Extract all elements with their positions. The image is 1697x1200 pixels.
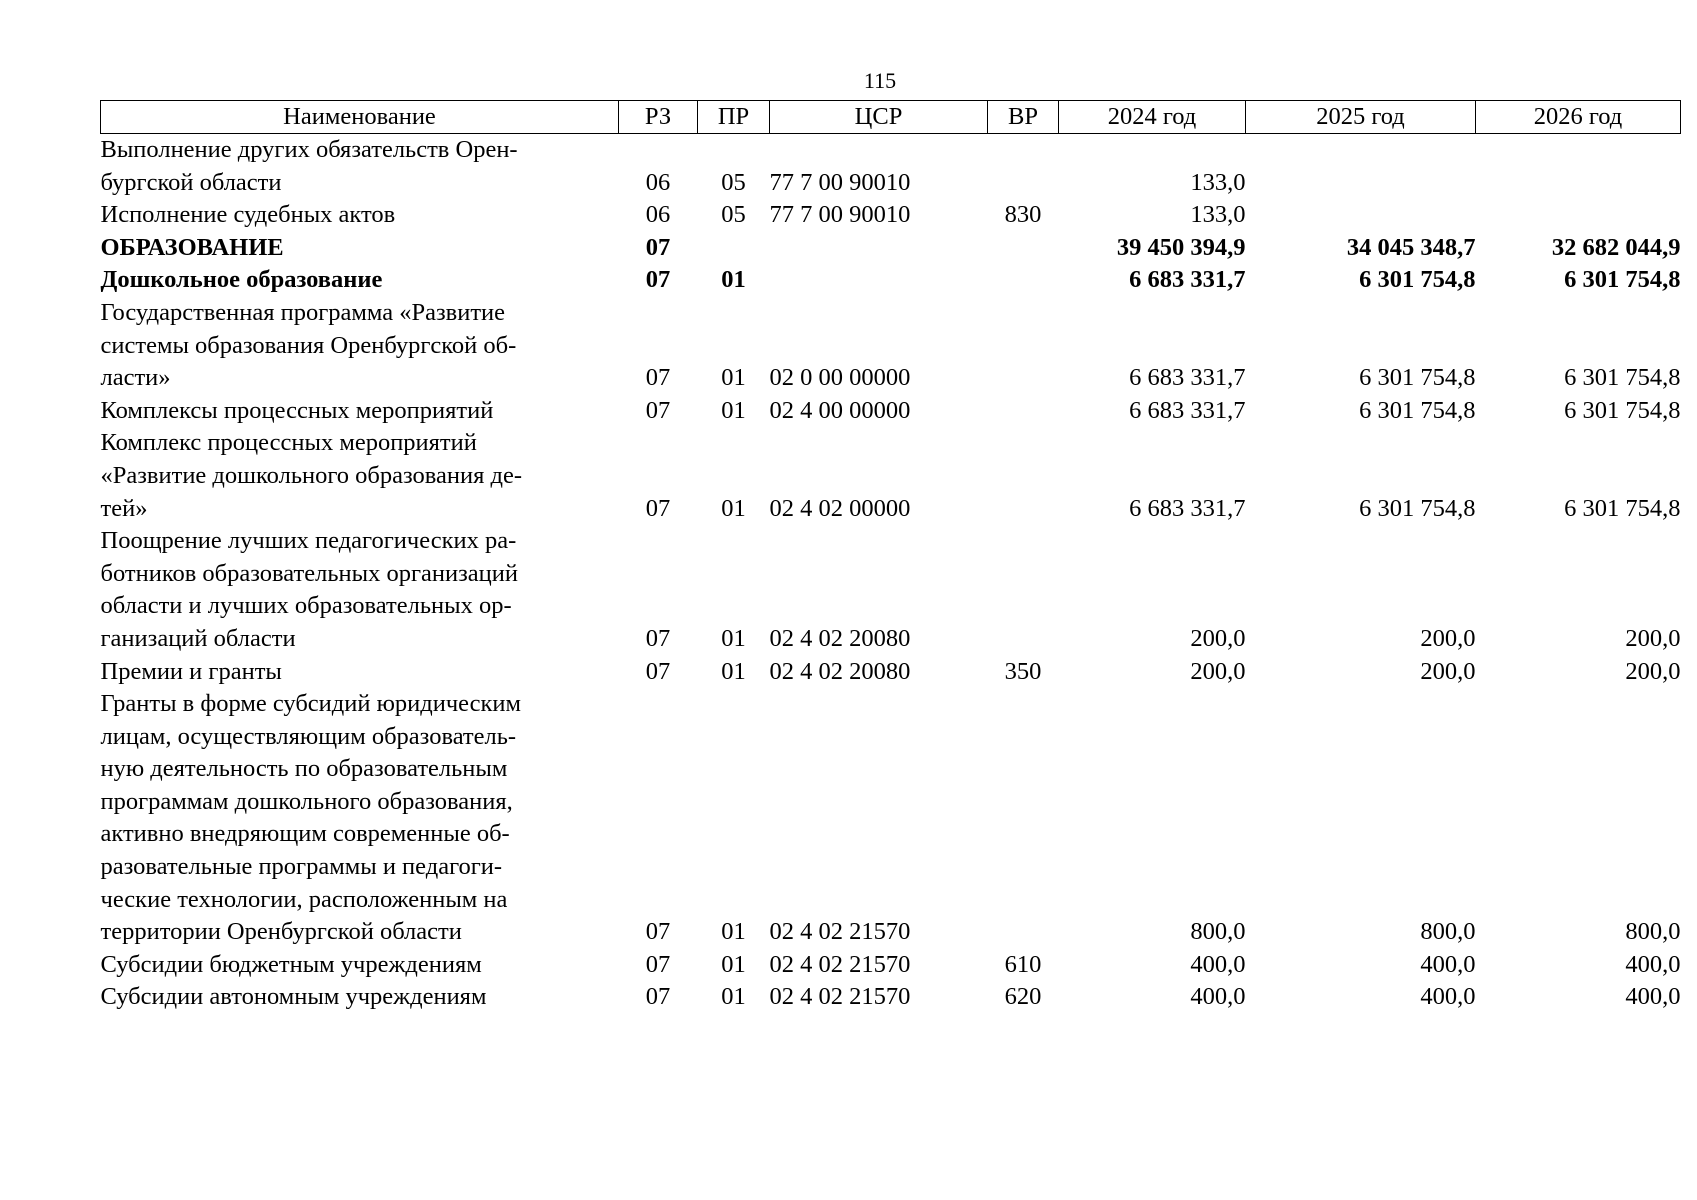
cell-2026: 400,0 [1625, 983, 1681, 1011]
cell-pr: 01 [721, 950, 746, 978]
name-line: лицам, осуществляющим образователь- [100, 722, 517, 750]
header-vr: ВР [988, 101, 1059, 134]
cell-vr: 610 [1004, 950, 1042, 978]
name-line: Премии и гранты [100, 657, 282, 685]
cell-vr [988, 525, 1059, 655]
table-row [101, 134, 1681, 200]
table-row [101, 199, 1681, 232]
cell-2024: 200,0 [1190, 657, 1246, 685]
cell-2025: 34 045 348,7 [1346, 233, 1476, 261]
cell-2025: 6 301 754,8 [1359, 364, 1476, 392]
table-row [101, 688, 1681, 949]
header-rz: РЗ [619, 101, 698, 134]
cell-rz: 07 [645, 494, 671, 522]
cell-2024: 400,0 [1190, 983, 1246, 1011]
name-line: программам дошкольного образования, [100, 787, 513, 815]
cell-name [101, 264, 619, 297]
cell-2025: 200,0 [1420, 657, 1476, 685]
cell-csr: 02 4 02 21570 [769, 983, 911, 1011]
cell-pr: 01 [721, 657, 746, 685]
name-line: Исполнение судебных актов [100, 201, 396, 229]
name-line: Дошкольное образование [100, 266, 383, 294]
cell-2026: 6 301 754,8 [1564, 396, 1681, 424]
cell-2025 [1246, 199, 1476, 232]
cell-pr: 05 [721, 201, 746, 229]
header-2025: 2025 год [1246, 101, 1476, 134]
cell-2026: 32 682 044,9 [1551, 233, 1681, 261]
cell-name [101, 427, 619, 525]
cell-2025 [1246, 134, 1476, 200]
name-line: «Развитие дошкольного образования де- [100, 461, 523, 489]
cell-rz: 07 [645, 233, 671, 261]
table-header-row [101, 101, 1681, 134]
name-line: ческие технологии, расположенным на [100, 885, 508, 913]
cell-csr [770, 232, 988, 265]
header-2024: 2024 год [1059, 101, 1246, 134]
cell-rz: 06 [645, 201, 671, 229]
cell-vr: 830 [1004, 201, 1042, 229]
name-line: Поощрение лучших педагогических ра- [100, 527, 517, 555]
cell-name [101, 688, 619, 949]
name-line: ганизаций области [100, 624, 296, 652]
cell-vr [988, 297, 1059, 395]
cell-2026 [1476, 134, 1681, 200]
cell-2026: 200,0 [1625, 624, 1681, 652]
name-line: ную деятельность по образовательным [100, 755, 508, 783]
cell-name [101, 981, 619, 1014]
name-line: области и лучших образовательных ор- [100, 592, 512, 620]
cell-vr [988, 395, 1059, 428]
name-line: Субсидии бюджетным учреждениям [100, 950, 482, 978]
cell-pr: 01 [721, 624, 746, 652]
cell-csr: 02 4 02 00000 [769, 494, 911, 522]
table-row [101, 395, 1681, 428]
cell-csr: 02 4 02 20080 [769, 624, 911, 652]
table-row [101, 981, 1681, 1014]
cell-2026: 6 301 754,8 [1564, 494, 1681, 522]
cell-rz: 07 [645, 266, 671, 294]
cell-2026: 6 301 754,8 [1564, 266, 1681, 294]
table-row [101, 525, 1681, 655]
cell-vr [988, 688, 1059, 949]
cell-2024: 133,0 [1190, 168, 1246, 196]
header-2026: 2026 год [1476, 101, 1681, 134]
cell-csr: 02 4 02 20080 [769, 657, 911, 685]
cell-vr [988, 232, 1059, 265]
cell-2026 [1476, 199, 1681, 232]
cell-2024: 6 683 331,7 [1129, 494, 1246, 522]
cell-name [101, 232, 619, 265]
name-line: Государственная программа «Развитие [100, 298, 506, 326]
name-line: Выполнение других обязательств Орен- [100, 136, 518, 163]
cell-2024: 133,0 [1190, 201, 1246, 229]
name-line: территории Оренбургской области [100, 918, 462, 946]
name-line: Комплексы процессных мероприятий [100, 396, 494, 424]
cell-pr: 01 [721, 364, 746, 392]
cell-2024: 6 683 331,7 [1129, 266, 1246, 294]
cell-rz: 07 [645, 364, 671, 392]
cell-vr [988, 427, 1059, 525]
cell-2025: 800,0 [1420, 918, 1476, 946]
cell-csr: 02 4 02 21570 [769, 918, 911, 946]
cell-name [101, 199, 619, 232]
cell-2024: 200,0 [1190, 624, 1246, 652]
cell-pr: 01 [721, 918, 746, 946]
cell-2026: 800,0 [1625, 918, 1681, 946]
cell-name [101, 297, 619, 395]
table-row [101, 656, 1681, 689]
cell-rz: 07 [645, 983, 671, 1011]
cell-csr: 02 4 02 21570 [769, 950, 911, 978]
header-csr: ЦСР [770, 101, 988, 134]
table-row [101, 427, 1681, 525]
cell-pr: 05 [721, 168, 746, 196]
cell-vr [988, 264, 1059, 297]
cell-rz: 07 [645, 950, 671, 978]
cell-csr: 77 7 00 90010 [769, 168, 911, 196]
cell-2026: 200,0 [1625, 657, 1681, 685]
cell-2024: 400,0 [1190, 950, 1246, 978]
table-body [101, 134, 1681, 1015]
cell-2025: 6 301 754,8 [1359, 266, 1476, 294]
cell-pr: 01 [721, 396, 746, 424]
cell-csr: 02 4 00 00000 [769, 396, 911, 424]
cell-rz: 07 [645, 624, 671, 652]
page-number: 115 [863, 68, 897, 93]
header-name: Наименование [101, 101, 619, 134]
name-line: ботников образовательных организаций [100, 559, 518, 587]
cell-rz: 07 [645, 657, 671, 685]
name-line: Гранты в форме субсидий юридическим [100, 690, 522, 718]
name-line: активно внедряющим современные об- [100, 820, 510, 848]
cell-rz: 06 [645, 168, 671, 196]
name-line: Комплекс процессных мероприятий [100, 429, 477, 457]
cell-2024: 6 683 331,7 [1129, 364, 1246, 392]
cell-2025: 400,0 [1420, 983, 1476, 1011]
cell-2025: 200,0 [1420, 624, 1476, 652]
cell-pr [698, 232, 770, 265]
cell-name [101, 525, 619, 655]
cell-2025: 400,0 [1420, 950, 1476, 978]
name-line: системы образования Оренбургской об- [100, 331, 517, 359]
cell-2026: 6 301 754,8 [1564, 364, 1681, 392]
cell-vr [988, 134, 1059, 200]
cell-csr [770, 264, 988, 297]
cell-name [101, 949, 619, 982]
cell-pr: 01 [721, 266, 746, 294]
cell-rz: 07 [645, 918, 671, 946]
cell-name [101, 656, 619, 689]
budget-table [100, 100, 1681, 1014]
table-row [101, 949, 1681, 982]
cell-2024: 6 683 331,7 [1129, 396, 1246, 424]
cell-pr: 01 [721, 494, 746, 522]
cell-2024: 39 450 394,9 [1116, 233, 1246, 261]
cell-2025: 6 301 754,8 [1359, 396, 1476, 424]
name-line: разовательные программы и педагоги- [100, 853, 503, 881]
table-row [101, 297, 1681, 395]
cell-2025: 6 301 754,8 [1359, 494, 1476, 522]
name-line: бургской области [100, 168, 282, 196]
header-pr: ПР [698, 101, 770, 134]
cell-pr: 01 [721, 983, 746, 1011]
cell-rz: 07 [645, 396, 671, 424]
cell-vr: 620 [1004, 983, 1042, 1011]
name-line: Субсидии автономным учреждениям [100, 983, 487, 1011]
cell-vr: 350 [1004, 657, 1042, 685]
cell-name [101, 134, 619, 200]
cell-2024: 800,0 [1190, 918, 1246, 946]
name-line: ОБРАЗОВАНИЕ [100, 233, 284, 261]
cell-name [101, 395, 619, 428]
name-line: ласти» [100, 364, 171, 392]
cell-csr: 02 0 00 00000 [769, 364, 911, 392]
name-line: тей» [100, 494, 148, 522]
cell-2026: 400,0 [1625, 950, 1681, 978]
table-row [101, 232, 1681, 265]
cell-csr: 77 7 00 90010 [769, 201, 911, 229]
table-row [101, 264, 1681, 297]
